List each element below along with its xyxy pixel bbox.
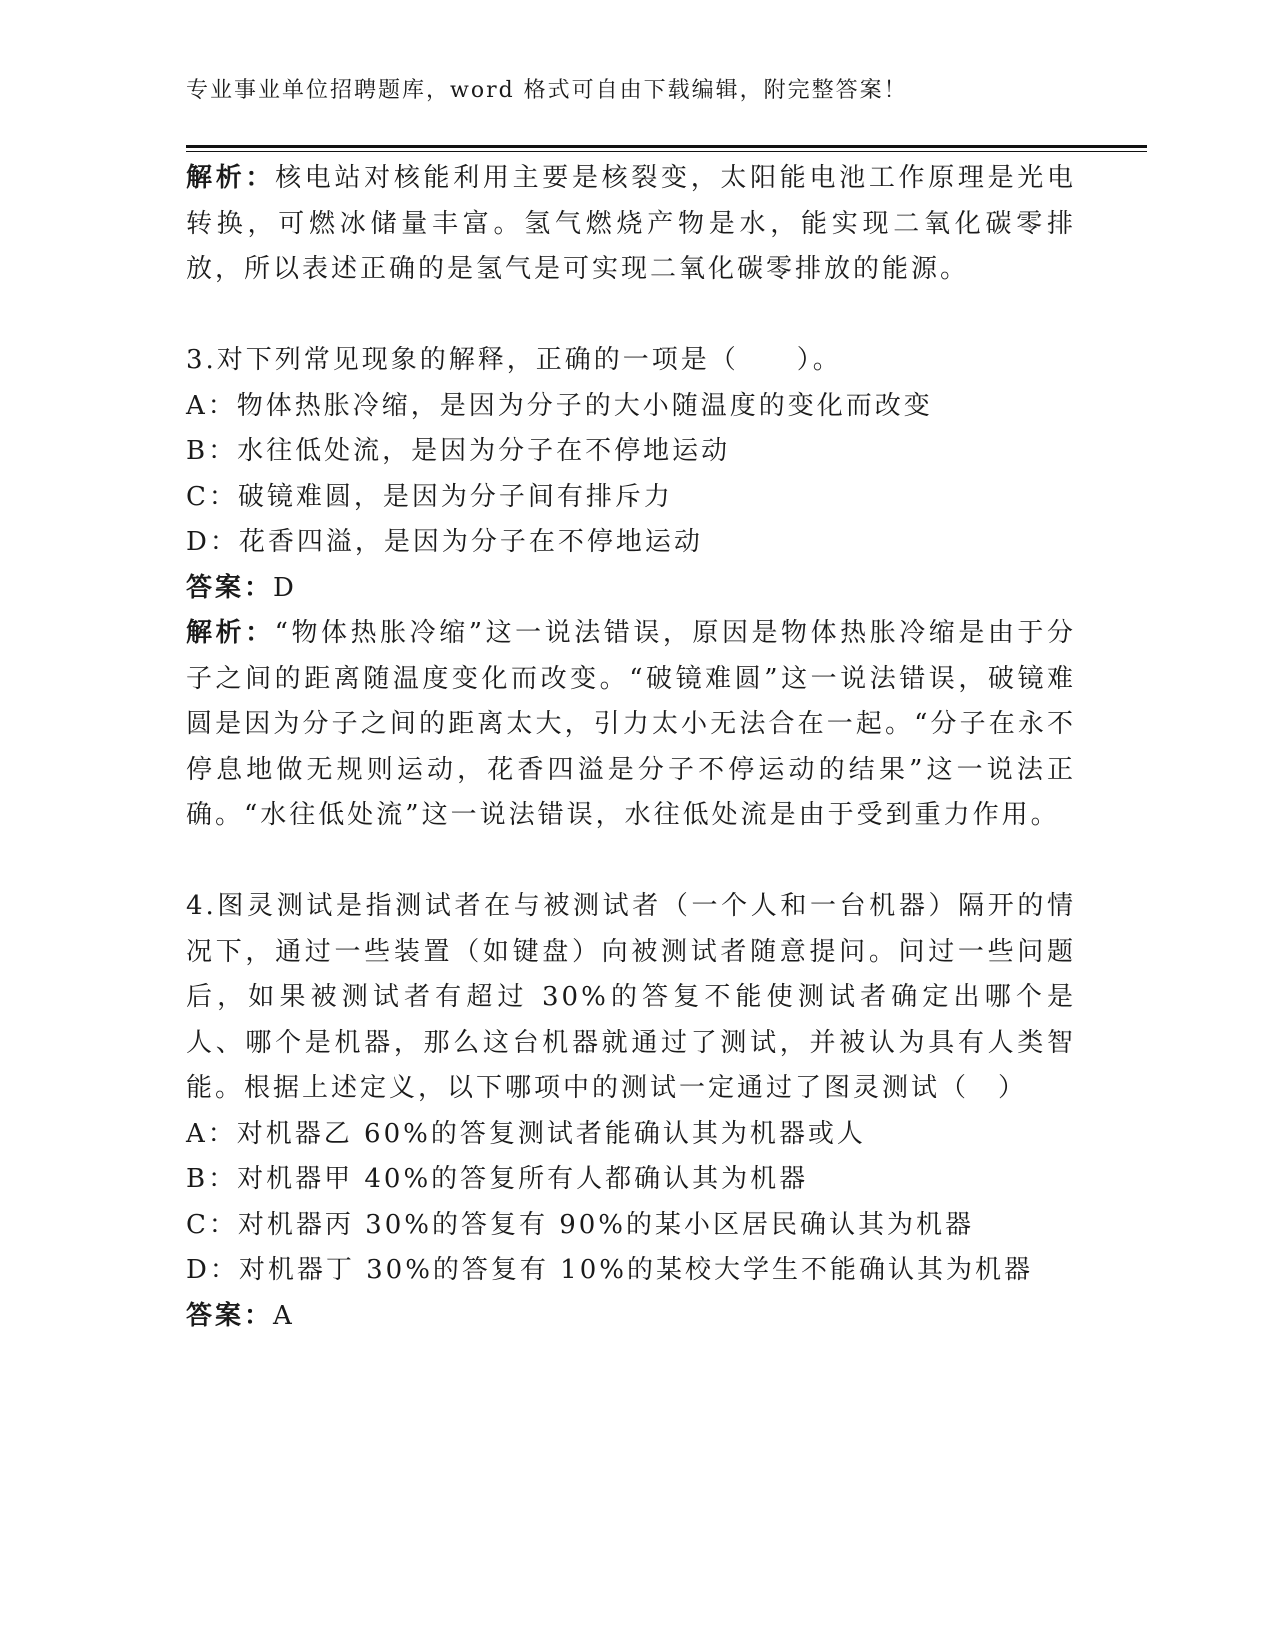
option-a: A：物体热胀冷缩，是因为分子的大小随温度的变化而改变	[186, 390, 933, 421]
answer-label: 答案：	[186, 572, 274, 603]
option-a: A：对机器乙 60%的答复测试者能确认其为机器或人	[186, 1118, 866, 1149]
answer-value: A	[273, 1300, 295, 1331]
header-rule-thick	[186, 145, 1147, 148]
question-4	[186, 884, 1076, 1339]
option-c: C：对机器丙 30%的答复有 90%的某小区居民确认其为机器	[186, 1209, 975, 1240]
answer-line	[186, 566, 1076, 612]
spacer	[186, 293, 1076, 339]
page-header: 专业事业单位招聘题库，word 格式可自由下载编辑，附完整答案！	[186, 78, 908, 103]
question-analysis	[186, 611, 1076, 839]
analysis-label: 解析：	[186, 163, 276, 193]
option-c: C：破镜难圆，是因为分子间有排斥力	[186, 481, 673, 512]
answer-label: 答案：	[186, 1300, 274, 1331]
spacer	[186, 839, 1076, 885]
prev-analysis	[186, 156, 1076, 293]
option-d: D：对机器丁 30%的答复有 10%的某校大学生不能确认其为机器	[186, 1255, 1033, 1285]
document-body	[186, 156, 1076, 1339]
question-stem: 3.对下列常见现象的解释，正确的一项是（ ）。	[186, 345, 842, 375]
option-d: D：花香四溢，是因为分子在不停地运动	[186, 527, 703, 557]
option-b: B：对机器甲 40%的答复所有人都确认其为机器	[186, 1164, 809, 1194]
header-rule-thin	[186, 151, 1147, 152]
option-b: B：水往低处流，是因为分子在不停地运动	[186, 436, 731, 466]
answer-value: D	[273, 572, 297, 603]
analysis-text: “物体热胀冷缩”这一说法错误，原因是物体热胀冷缩是由于分子之间的距离随温度变化而改变。“破镜难圆”这一说法错误，破镜难圆是因为分子之间的距离太大，引力太小无法合在一起。“分子在永不停息地做无规则运动，花香四溢是分子不停运动的结果”这一说法正确。“水往低处流”这一说法错误，水往低处流是由于受到重力作用。	[186, 618, 1076, 830]
analysis-label: 解析：	[186, 618, 275, 648]
analysis-text: 核电站对核能利用主要是核裂变，太阳能电池工作原理是光电转换，可燃冰储量丰富。氢气燃烧产物是水，能实现二氧化碳零排放，所以表述正确的是氢气是可实现二氧化碳零排放的能源。	[186, 163, 1076, 284]
answer-line	[186, 1294, 1076, 1340]
question-stem: 4.图灵测试是指测试者在与被测试者（一个人和一台机器）隔开的情况下，通过一些装置（如键盘）向被测试者随意提问。问过一些问题后，如果被测试者有超过 30%的答复不能使测试者确定出哪个是人、哪个是机器，那么这台机器就通过了测试，并被认为具有人类智能。根据上述定义，以下哪项中的测试一定通过了图灵测试（ ）	[186, 891, 1076, 1103]
question-3	[186, 338, 1076, 839]
